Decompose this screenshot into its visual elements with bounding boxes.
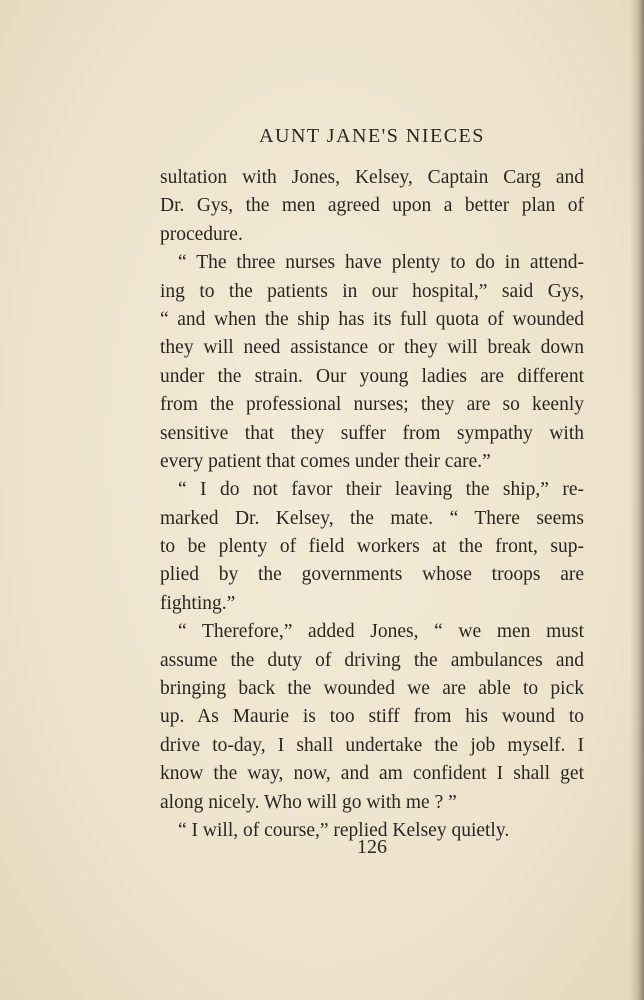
text-line: every patient that comes under their care.”: [160, 450, 491, 472]
page-edge-shadow: [630, 0, 644, 1000]
text-line: Dr. Gys, the men agreed upon a better plan of: [160, 195, 584, 217]
running-head: AUNT JANE'S NIECES: [259, 125, 485, 147]
text-line: plied by the governments whose troops are: [160, 564, 584, 586]
text-line: “ I do not favor their leaving the ship,” re-: [178, 479, 584, 501]
text-line: drive to-day, I shall undertake the job myself. I: [160, 734, 584, 756]
text-line: under the strain. Our young ladies are different: [160, 365, 584, 387]
text-line: assume the duty of driving the ambulances and: [160, 649, 584, 671]
text-line: to be plenty of field workers at the front, sup-: [160, 536, 584, 558]
text-line: ing to the patients in our hospital,” said Gys,: [160, 280, 584, 302]
text-line: they will need assistance or they will break down: [160, 337, 584, 359]
text-line: know the way, now, and am confident I shall get: [160, 763, 584, 785]
text-line: “ The three nurses have plenty to do in attend-: [178, 252, 584, 274]
text-line: “ Therefore,” added Jones, “ we men must: [178, 621, 584, 643]
page-number: 126: [357, 836, 387, 858]
text-line: sensitive that they suffer from sympathy with: [160, 422, 584, 444]
text-line: up. As Maurie is too stiff from his wound to: [160, 706, 584, 728]
body-text: [160, 164, 584, 845]
text-line: along nicely. Who will go with me ? ”: [160, 791, 457, 813]
text-line: “ and when the ship has its full quota of wounded: [160, 308, 584, 330]
text-line: procedure.: [160, 223, 243, 245]
text-line: from the professional nurses; they are so keenly: [160, 394, 584, 416]
text-line: bringing back the wounded we are able to pick: [160, 678, 584, 700]
text-line: sultation with Jones, Kelsey, Captain Carg and: [160, 167, 584, 188]
text-line: “ I will, of course,” replied Kelsey quietly.: [178, 819, 510, 841]
text-line: fighting.”: [160, 592, 236, 614]
text-line: marked Dr. Kelsey, the mate. “ There seems: [160, 507, 584, 529]
